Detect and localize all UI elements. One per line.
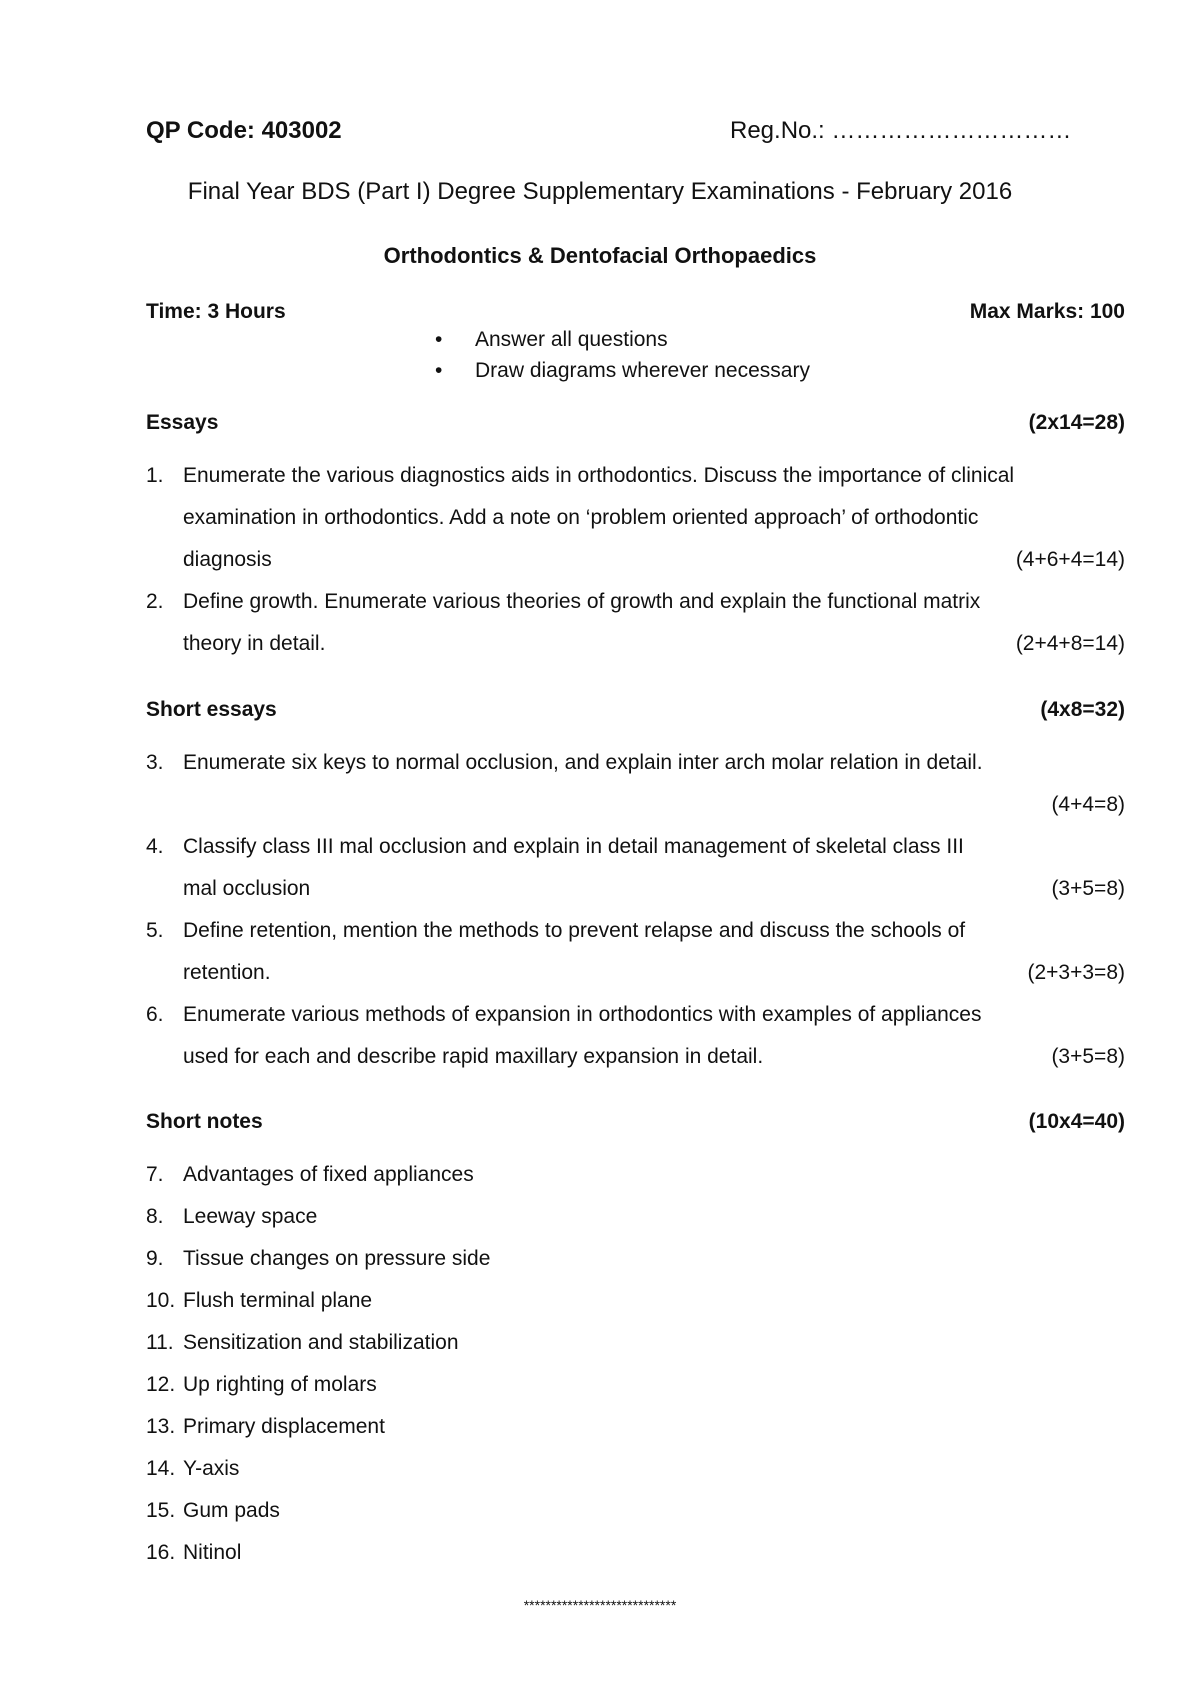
note-number: 13. — [146, 1415, 176, 1438]
question-line: examination in orthodontics. Add a note on ‘problem oriented approach’ of orthodontic — [183, 506, 979, 529]
essays-heading: Essays — [146, 411, 219, 434]
max-marks: Max Marks: 100 — [969, 300, 1125, 323]
note-text: Leeway space — [183, 1205, 318, 1228]
bullet-icon: • — [435, 328, 443, 351]
instruction-item: Answer all questions — [475, 328, 668, 351]
note-number: 16. — [146, 1541, 176, 1564]
note-number: 8. — [146, 1205, 164, 1228]
question-line: Define retention, mention the methods to prevent relapse and discuss the schools of — [183, 919, 966, 942]
note-number: 11. — [146, 1331, 174, 1354]
note-text: Tissue changes on pressure side — [183, 1247, 491, 1270]
time-label: Time: 3 Hours — [146, 300, 286, 323]
question-marks: (4+4=8) — [1051, 793, 1125, 816]
question-line: Enumerate various methods of expansion in orthodontics with examples of appliances — [183, 1003, 982, 1026]
question-number: 5. — [146, 919, 164, 942]
question-number: 3. — [146, 751, 164, 774]
note-number: 14. — [146, 1457, 176, 1480]
note-number: 12. — [146, 1373, 176, 1396]
instruction-item: Draw diagrams wherever necessary — [475, 359, 810, 382]
note-text: Nitinol — [183, 1541, 242, 1564]
essays-marks: (2x14=28) — [1028, 411, 1125, 434]
question-number: 1. — [146, 464, 164, 487]
short-essays-marks: (4x8=32) — [1040, 698, 1125, 721]
question-line: used for each and describe rapid maxillary expansion in detail. — [183, 1045, 764, 1068]
note-text: Up righting of molars — [183, 1373, 377, 1396]
question-marks: (2+4+8=14) — [1015, 632, 1125, 655]
note-text: Primary displacement — [183, 1415, 385, 1438]
note-number: 7. — [146, 1163, 164, 1186]
subject-title: Orthodontics & Dentofacial Orthopaedics — [383, 243, 817, 268]
note-text: Advantages of fixed appliances — [183, 1163, 474, 1186]
note-text: Gum pads — [183, 1499, 280, 1522]
short-notes-heading: Short notes — [146, 1110, 263, 1133]
note-text: Sensitization and stabilization — [183, 1331, 459, 1354]
question-number: 2. — [146, 590, 164, 613]
question-marks: (2+3+3=8) — [1027, 961, 1125, 984]
note-number: 15. — [146, 1499, 176, 1522]
question-marks: (3+5=8) — [1051, 877, 1125, 900]
question-marks: (3+5=8) — [1051, 1045, 1125, 1068]
reg-no: Reg.No.: ………………………… — [730, 117, 1072, 144]
note-number: 10. — [146, 1289, 176, 1312]
short-notes-marks: (10x4=40) — [1028, 1110, 1125, 1133]
question-line: diagnosis — [183, 548, 272, 571]
bullet-icon: • — [435, 359, 443, 382]
question-line: Define growth. Enumerate various theories of growth and explain the functional matrix — [183, 590, 981, 613]
question-number: 6. — [146, 1003, 164, 1026]
question-line: mal occlusion — [183, 877, 311, 900]
question-line: theory in detail. — [183, 632, 326, 655]
question-line: Classify class III mal occlusion and explain in detail management of skeletal class III — [183, 835, 964, 858]
note-number: 9. — [146, 1247, 164, 1270]
note-text: Y-axis — [183, 1457, 240, 1480]
exam-title: Final Year BDS (Part I) Degree Supplementary Examinations - February 2016 — [187, 178, 1013, 205]
note-text: Flush terminal plane — [183, 1289, 373, 1312]
short-essays-heading: Short essays — [146, 698, 277, 721]
end-of-paper-stars: **************************** — [523, 1597, 677, 1613]
question-number: 4. — [146, 835, 164, 858]
question-line: Enumerate the various diagnostics aids in orthodontics. Discuss the importance of clinical — [183, 464, 1015, 487]
question-line: Enumerate six keys to normal occlusion, and explain inter arch molar relation in detail. — [183, 751, 983, 774]
qp-code: QP Code: 403002 — [146, 117, 342, 144]
question-line: retention. — [183, 961, 271, 984]
question-marks: (4+6+4=14) — [1015, 548, 1125, 571]
